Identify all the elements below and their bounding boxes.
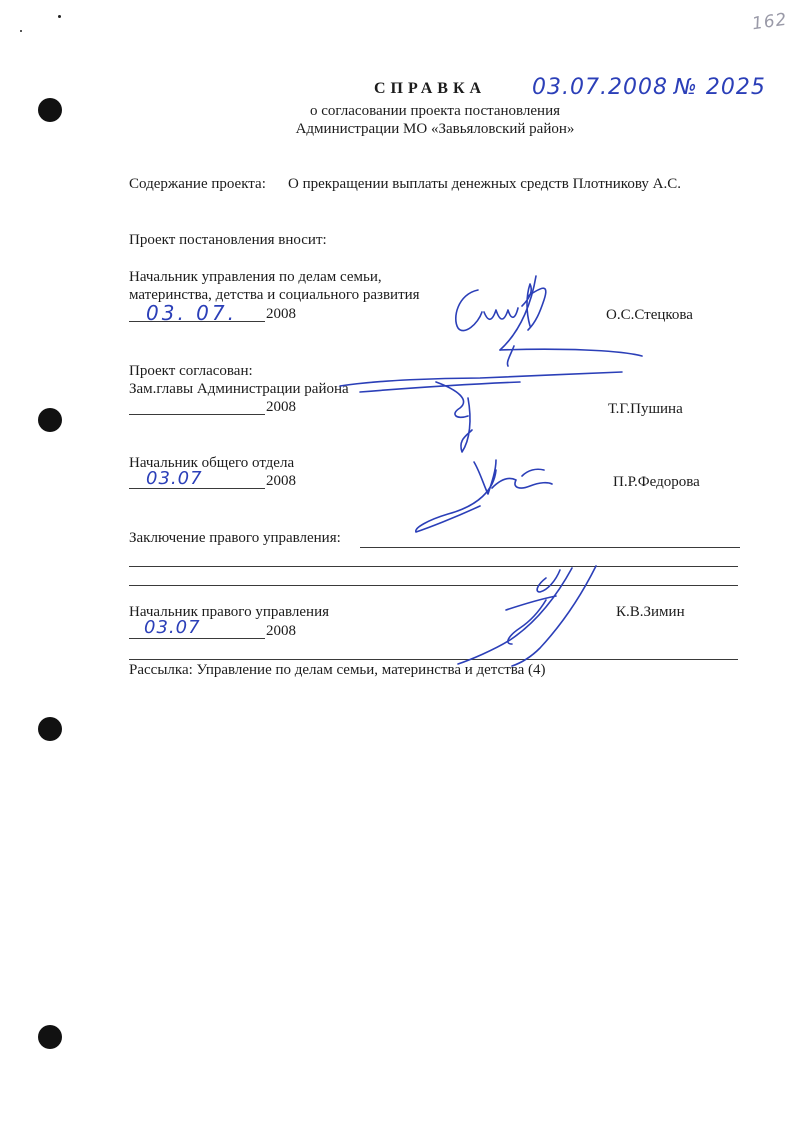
document-title: СПРАВКА bbox=[374, 80, 487, 97]
legal-conclusion-label: Заключение правого управления: bbox=[129, 530, 341, 546]
signer-position: материнства, детства и социального развития bbox=[129, 287, 420, 303]
signer-position: Начальник общего отдела bbox=[129, 455, 295, 471]
handwritten-registration-number: № 2025 bbox=[674, 75, 766, 100]
handwritten-date: 03.07 bbox=[144, 617, 201, 638]
signer-position: Зам.главы Администрации района bbox=[129, 381, 349, 397]
submitted-by-label: Проект постановления вносит: bbox=[129, 232, 327, 248]
signer-name: К.В.Зимин bbox=[616, 604, 685, 620]
signature-fedorova bbox=[416, 460, 552, 532]
signer-position: Начальник правого управления bbox=[129, 604, 330, 620]
document-subtitle-line2: Администрации МО «Завьяловский район» bbox=[295, 121, 575, 137]
content-text: О прекращении выплаты денежных средств Плотникову А.С. bbox=[288, 176, 681, 192]
date-year: 2008 bbox=[266, 473, 296, 489]
date-year: 2008 bbox=[266, 306, 296, 322]
handwritten-date: 03.07 bbox=[146, 468, 203, 489]
handwritten-date: 03. 07. bbox=[146, 301, 237, 325]
document-subtitle-line1: о согласовании проекта постановления bbox=[309, 103, 561, 119]
date-year: 2008 bbox=[266, 399, 296, 415]
signer-name: Т.Г.Пушина bbox=[608, 401, 683, 417]
content-label: Содержание проекта: bbox=[129, 176, 266, 192]
date-year: 2008 bbox=[266, 623, 296, 639]
signature-pushina bbox=[340, 372, 622, 452]
signer-name: П.Р.Федорова bbox=[613, 474, 700, 490]
handwritten-registration-date: 03.07.2008 bbox=[532, 75, 668, 100]
signature-zimin bbox=[458, 566, 596, 666]
signer-name: О.С.Стецкова bbox=[606, 307, 693, 323]
approval-heading: Проект согласован: bbox=[129, 363, 253, 379]
signer-position: Начальник управления по делам семьи, bbox=[129, 269, 382, 285]
page-corner-mark: 162 bbox=[750, 9, 789, 35]
distribution-text: Рассылка: Управление по делам семьи, материнства и детства (4) bbox=[129, 662, 546, 678]
signature-stetskova bbox=[456, 276, 642, 366]
